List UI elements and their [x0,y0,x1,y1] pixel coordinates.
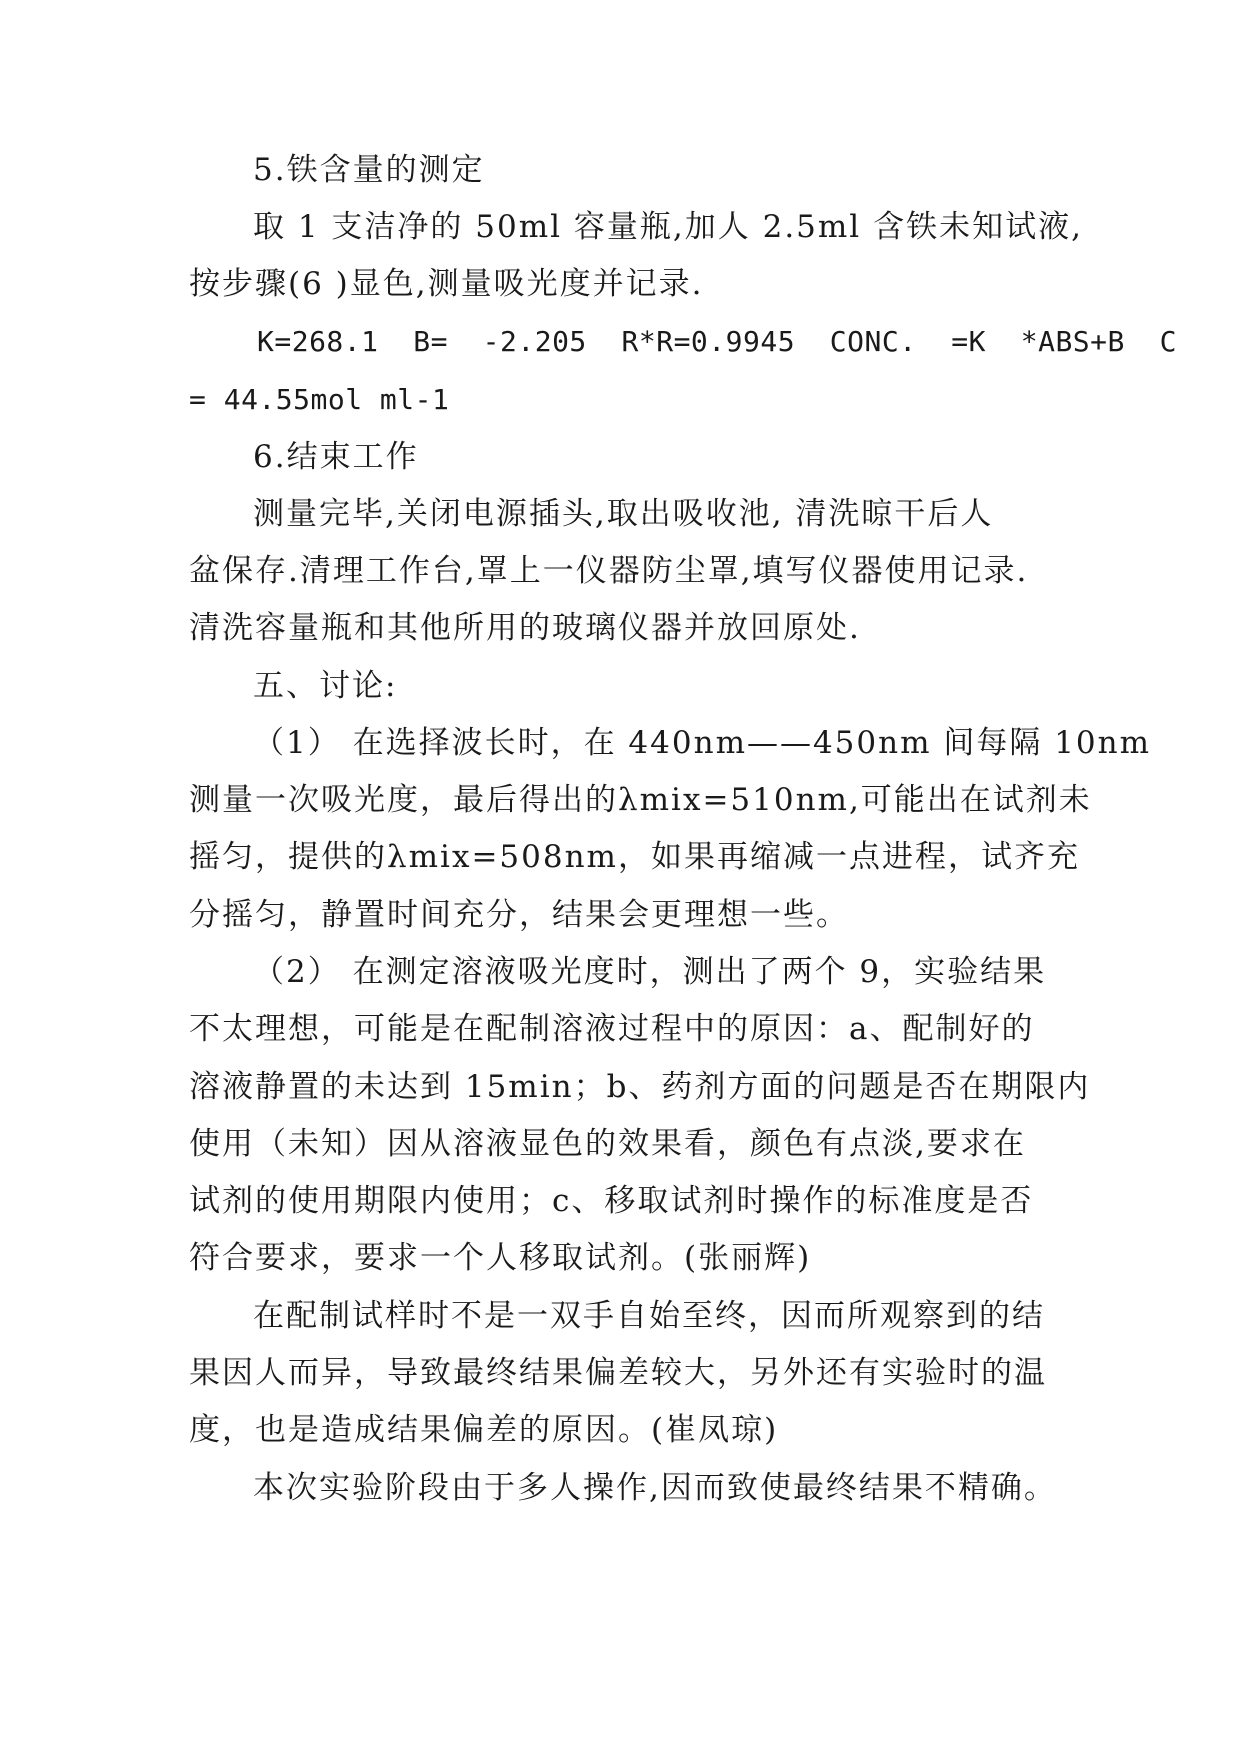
paragraph-line: 取 1 支洁净的 50ml 容量瓶,加人 2.5ml 含铁未知试液, [253,209,1083,245]
paragraph-line: 符合要求，要求一个人移取试剂。(张丽辉) [189,1240,812,1276]
paragraph-line: （1） 在选择波长时，在 440nm——450nm 间每隔 10nm [253,725,1152,761]
formula-line: = 44.55mol ml-1 [189,383,450,416]
paragraph-line: 在配制试样时不是一双手自始至终，因而所观察到的结 [253,1298,1045,1334]
paragraph-line: （2） 在测定溶液吸光度时，测出了两个 9，实验结果 [253,954,1047,990]
paragraph-line: 度，也是造成结果偏差的原因。(崔凤琼) [189,1412,779,1448]
paragraph-line: 测量完毕,关闭电源插头,取出吸收池, 清洗晾干后人 [253,496,994,532]
paragraph-line: 不太理想，可能是在配制溶液过程中的原因：a、配制好的 [189,1011,1035,1047]
paragraph-line: 本次实验阶段由于多人操作,因而致使最终结果不精确。 [253,1470,1057,1506]
paragraph-line: 果因人而异，导致最终结果偏差较大，另外还有实验时的温 [189,1355,1047,1391]
section-heading-discussion: 五、讨论: [253,668,398,704]
paragraph-line: 试剂的使用期限内使用；c、移取试剂时操作的标准度是否 [189,1183,1034,1219]
paragraph-line: 测量一次吸光度，最后得出的λmix=510nm,可能出在试剂未 [189,782,1092,818]
paragraph-line: 盆保存.清理工作台,罩上一仪器防尘罩,填写仪器使用记录. [189,553,1029,589]
paragraph-line: 清洗容量瓶和其他所用的玻璃仪器并放回原处. [189,610,861,646]
section-heading-finish-work: 6.结束工作 [253,439,419,475]
formula-line: K=268.1 B= -2.205 R*R=0.9945 CONC. =K *ABS+B C [257,325,1177,358]
paragraph-line: 摇匀，提供的λmix=508nm，如果再缩减一点进程，试齐充 [189,839,1080,875]
paragraph-line: 按步骤(6 )显色,测量吸光度并记录. [189,266,704,302]
paragraph-line: 分摇匀，静置时间充分，结果会更理想一些。 [189,897,849,933]
paragraph-line: 使用（未知）因从溶液显色的效果看，颜色有点淡,要求在 [189,1126,1026,1162]
section-heading-iron-content: 5.铁含量的测定 [253,152,485,188]
paragraph-line: 溶液静置的未达到 15min；b、药剂方面的问题是否在期限内 [189,1069,1091,1105]
